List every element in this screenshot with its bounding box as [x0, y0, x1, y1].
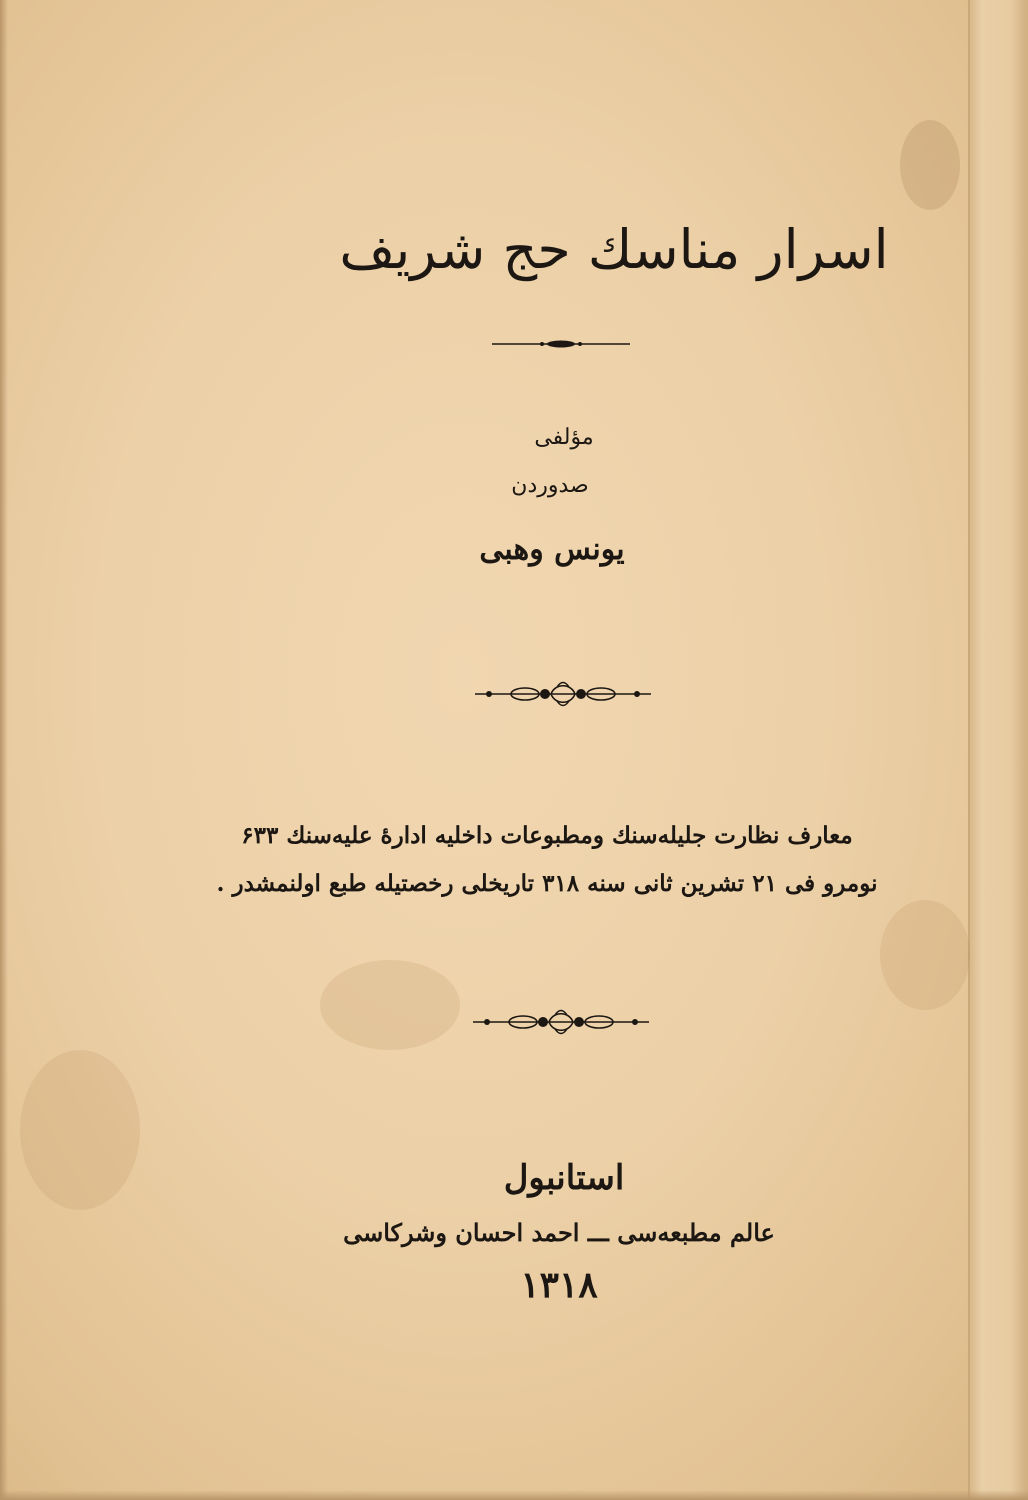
author-name: یونس وهبی — [479, 532, 625, 567]
permission-line: معارف نظارت جلیله‌سنك ومطبوعات داخلیه ادارهٔ علیه‌سنك ۶۳۳ — [241, 822, 853, 849]
author-label: مؤلفی — [534, 425, 594, 450]
ornament-divider — [475, 679, 651, 709]
publication-city: استانبول — [503, 1158, 625, 1198]
book-title: اسرار مناسك حج شريف — [339, 218, 889, 281]
paper-stain — [900, 120, 960, 210]
ornament-divider — [473, 1007, 649, 1037]
page-bottom-edge — [0, 1490, 1028, 1500]
page-left-edge — [0, 0, 8, 1500]
publisher: عالم مطبعه‌سی ـــ احمد احسان وشركاسی — [343, 1218, 775, 1247]
paper-stain — [320, 960, 460, 1050]
publication-year: ۱۳۱۸ — [520, 1264, 598, 1306]
author-origin: صدوردن — [511, 473, 589, 498]
permission-line: نومرو فی ۲۱ تشرین ثانی سنه ۳۱۸ تاریخلی رخصتیله طبع اولنمشدر . — [216, 870, 878, 897]
title-divider — [492, 337, 630, 351]
paper-stain — [880, 900, 970, 1010]
